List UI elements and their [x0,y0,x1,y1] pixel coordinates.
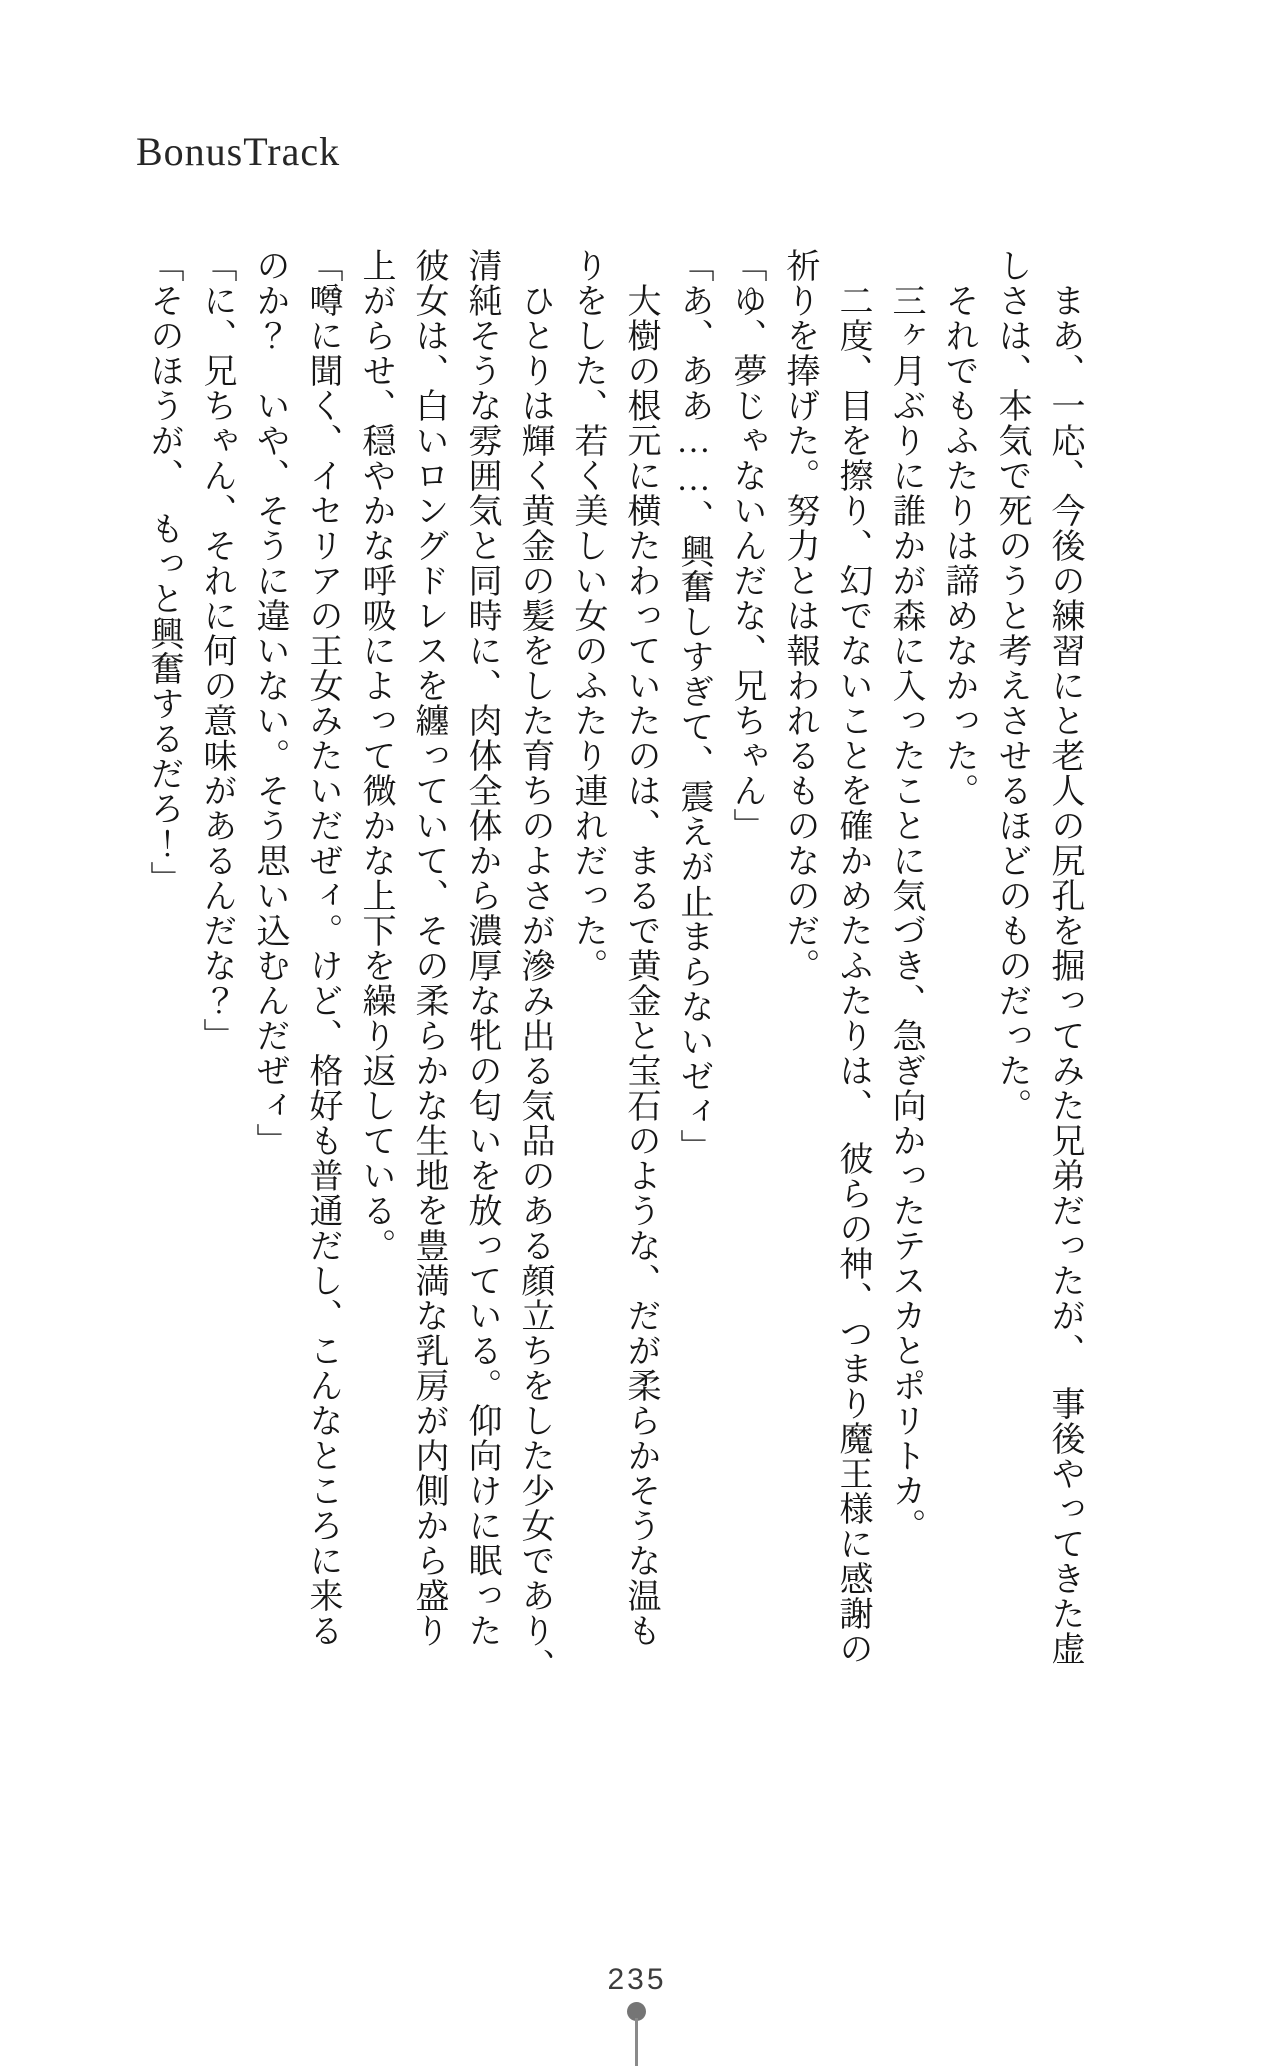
circle-icon [627,2002,646,2021]
vertical-text-block [137,248,1091,1688]
text-column: まあ、一応、今後の練習にと老人の尻孔を掘ってみた兄弟だったが、 事後やってきた虚 [1046,248,1083,1666]
page-header-title: BonusTrack [136,129,341,174]
text-column: 三ヶ月ぶりに誰かが森に入ったことに気づき、急ぎ向かったテスカとポリトカ。 [887,248,924,1543]
text-column: しさは、本気で死のうと考えさせるほどのものだった。 [993,248,1030,1123]
text-column: 二度、目を擦り、幻でないことを確かめたふたりは、 彼らの神、つまり魔王様に感謝の [834,248,871,1666]
text-column: 「ゆ、夢じゃないんだな、兄ちゃん」 [728,248,765,843]
text-column: 彼女は、白いロングドレスを纏っていて、その柔らかな生地を豊満な乳房が内側から盛り [410,248,447,1648]
text-column: 大樹の根元に横たわっていたのは、まるで黄金と宝石のような、だが柔らかそうな温も [622,248,659,1648]
text-column: 清純そうな雰囲気と同時に、肉体全体から濃厚な牝の匂いを放っている。仰向けに眠った [463,248,500,1648]
text-column: 「に、兄ちゃん、それに何の意味があるんだな？」 [198,248,235,1053]
text-column: のか？ いや、そうに違いない。そう思い込むんだぜィ」 [251,248,288,1158]
text-column: ひとりは輝く黄金の髪をした育ちのよさが滲み出る気品のある顔立ちをした少女であり、 [516,248,553,1683]
text-column: 「そのほうが、 もっと興奮するだろ！」 [145,248,182,896]
text-column: 上がらせ、穏やかな呼吸によって微かな上下を繰り返している。 [357,248,394,1263]
text-column: それでもふたりは諦めなかった。 [940,248,977,808]
text-column: りをした、若く美しい女のふたり連れだった。 [569,248,606,983]
text-column: 「あ、ああ……、興奮しすぎて、震えが止まらないゼィ」 [675,248,712,1164]
vertical-line [635,2018,638,2066]
page-number: 235 [607,1963,667,1996]
text-column: 「噂に聞く、イセリアの王女みたいだぜィ。けど、格好も普通だし、こんなところに来る [304,248,341,1648]
text-column: 祈りを捧げた。努力とは報われるものなのだ。 [781,248,818,983]
